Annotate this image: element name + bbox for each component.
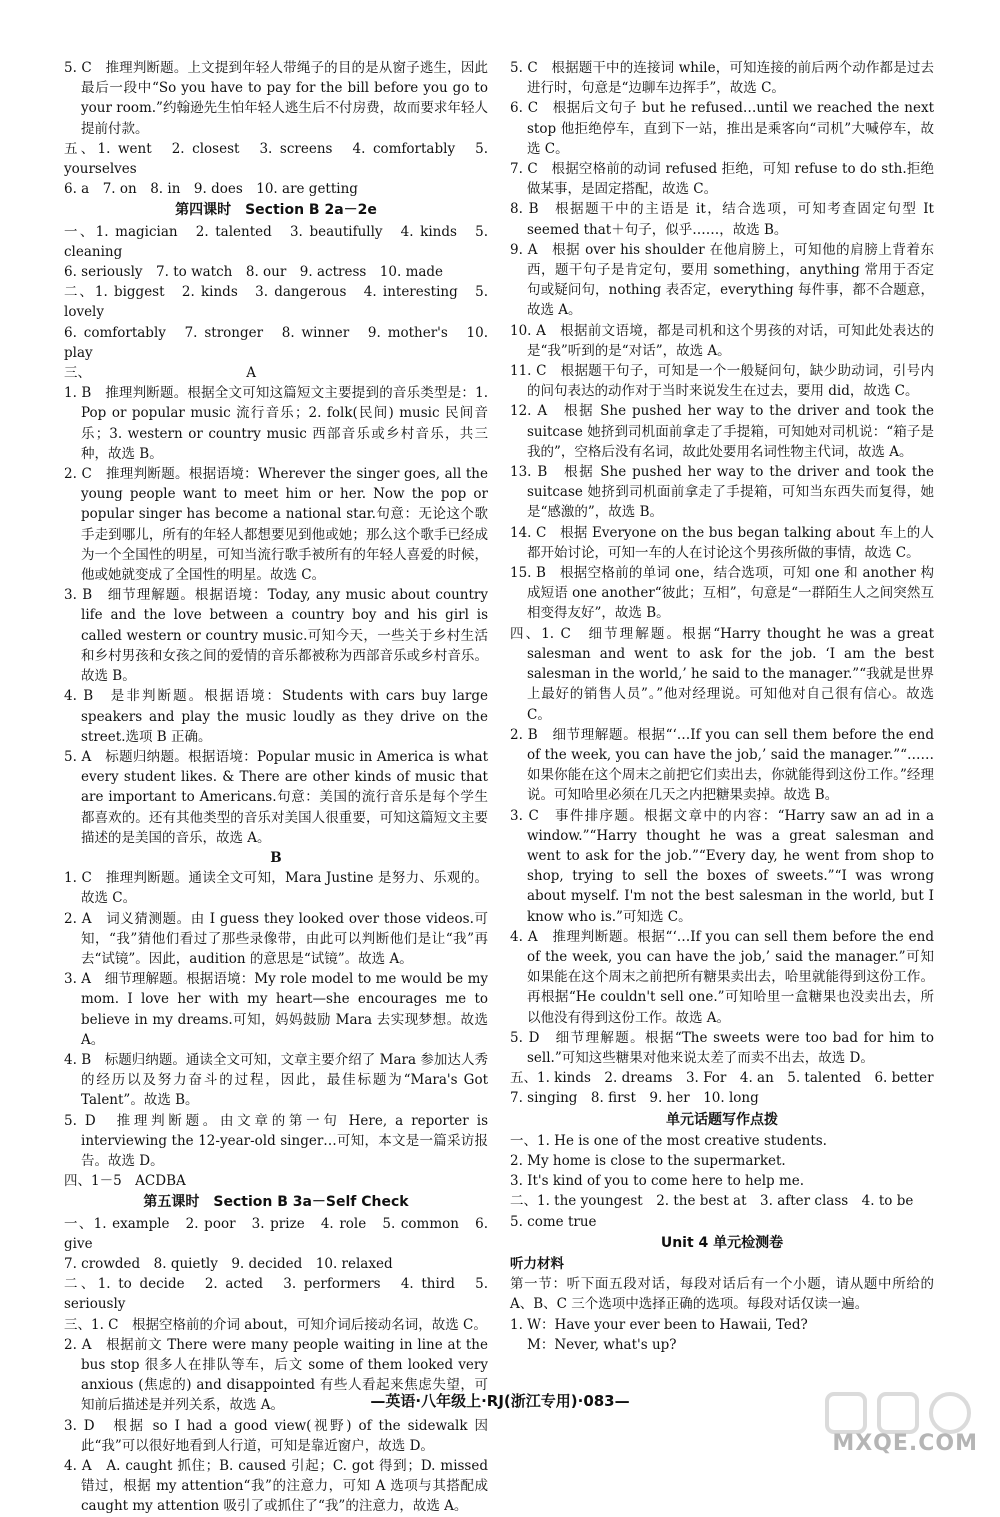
answer-paragraph: 5. C 根据题干中的连接词 while，可知连接的前后两个动作都是过去进行时，句意是“边聊车边挥手”，故选 C。	[510, 60, 934, 97]
answer-paragraph: 五、1. went 2. closest 3. screens 4. comfortably 5. yourselves	[64, 140, 488, 178]
answer-paragraph: 1. W：Have your ever been to Hawaii, Ted?	[510, 1316, 808, 1333]
answer-paragraph: 4. A A. caught 抓住；B. caused 引起；C. got 得到；D. missed 错过，根据 my attention“我”的注意力，可知 A 选项与其搭配成 caught my attention 吸引了或抓住了“我”的注意力，故选 A。	[64, 1458, 488, 1515]
answer-paragraph: 7. crowded 8. quietly 9. decided 10. relaxed	[64, 1255, 393, 1272]
answer-paragraph: 5. A 标题归纳题。根据语境：Popular music in America is what every student likes. & There are other kinds of music that are important to Americans.句意：美国的流行音乐是每个学生都喜欢的。还有其他类型的音乐对美国人很重要，可知这篇短文主要描述的是美国的音乐，故选 A。	[64, 748, 488, 846]
answer-paragraph: 12. A 根据 She pushed her way to the driver and took the suitcase 她挤到司机面前拿走了手提箱，可知她对司机说：“箱子是我的”，空格后没有名词，故此处要用名词性物主代词，故选 A。	[510, 403, 934, 460]
answer-paragraph: 听力材料	[510, 1255, 564, 1272]
answer-paragraph: 5. come true	[510, 1213, 597, 1230]
answer-paragraph: 二、1. biggest 2. kinds 3. dangerous 4. interesting 5. lovely	[64, 284, 488, 321]
answer-paragraph: 2. My home is close to the supermarket.	[510, 1152, 786, 1169]
answer-paragraph: 8. B 根据题干中的主语是 it，结合选项，可知考查固定句型 It seemed that＋句子，似乎……，故选 B。	[510, 201, 934, 238]
answer-paragraph: 2. C 推理判断题。根据语境：Wherever the singer goes, all the young people want to meet him or her. Now the pop or popular singer has become a national star.句意：无论这个歌手走到哪儿，所有的年轻人都想要见到他或她；那么这个歌手已经成为一个全国性的明星，可知当流行歌手被所有的年轻人喜爱的时候，他或她就变成了全国性的明星。故选 C。	[64, 466, 488, 584]
answer-paragraph: 一、1. He is one of the most creative students.	[510, 1132, 827, 1149]
section-heading: 单元话题写作点拨	[666, 1111, 778, 1128]
answer-paragraph: 二、1. to decide 2. acted 3. performers 4. third 5. seriously	[64, 1276, 488, 1313]
answer-paragraph: 三、 A	[64, 365, 256, 382]
answer-paragraph: 二、1. the youngest 2. the best at 3. after class 4. to be	[510, 1193, 914, 1210]
answer-paragraph: 1. C 推理判断题。通读全文可知，Mara Justine 是努力、乐观的。故选 C。	[64, 870, 488, 907]
watermark-text: MXQE.COM	[832, 1431, 978, 1456]
answer-paragraph: 7. singing 8. first 9. her 10. long	[510, 1090, 759, 1107]
section-heading: Unit 4 单元检测卷	[660, 1234, 784, 1251]
answer-paragraph: 4. A 推理判断题。根据“‘…If you can sell them before the end of the week, you can have the job,’ said the manager.”可知如果能在这个周末之前把所有糖果卖出去，哈里就能得到这份工作。再根据“He couldn't sell one.”可知哈里一盒糖果也没卖出去，所以他没有得到这份工作。故选 A。	[510, 928, 934, 1026]
answer-paragraph: 3. B 细节理解题。根据语境：Today, any music about country life and the love between a country boy and his girl is called western or country music.可知今天，一些关于乡村生活和乡村男孩和女孩之间的爱情的音乐都被称为西部音乐或乡村音乐。故选 B。	[64, 587, 488, 685]
page-footer: —英语·八年级上·RJ(浙江专用)·083—	[370, 1392, 630, 1410]
answer-paragraph: 三、1. C 根据空格前的介词 about，可知介词后接动名词，故选 C。	[64, 1316, 487, 1333]
answer-paragraph: 3. A 细节理解题。根据语境：My role model to me would be my mom. I love her with my heart—she encourages me to believe in my dreams.可知，妈妈鼓励 Mara 去实现梦想。故选 A。	[64, 971, 488, 1048]
answer-paragraph: 14. C 根据 Everyone on the bus began talking about 车上的人都开始讨论，可知一车的人在讨论这个男孩所做的事情，故选 C。	[510, 524, 934, 561]
answer-paragraph: 13. B 根据 She pushed her way to the driver and took the suitcase 她挤到司机面前拿走了手提箱，可知当东西失而复得，她是“感激的”，故选 B。	[510, 464, 934, 521]
left-column	[64, 58, 488, 1517]
answer-paragraph: 11. C 根据题干句子，可知是一个一般疑问句，缺少助动词，引号内的问句表达的动作对于当时来说发生在过去，要用 did，故选 C。	[510, 363, 934, 400]
answer-paragraph: 6. C 根据后文句子 but he refused…until we reached the next stop 他拒绝停车，直到下一站，推出是乘客向“司机”大喊停车，故选 C。	[510, 100, 934, 157]
answer-paragraph: 3. It's kind of you to come here to help me.	[510, 1173, 805, 1190]
answer-paragraph: 5. C 推理判断题。上文提到年轻人带绳子的目的是从窗子逃生，因此最后一段中“So you have to pay for the bill before you go to your room.”约翰逊先生怕年轻人逃生后不付房费，故而要求年轻人提前付款。	[64, 60, 488, 137]
answer-paragraph: 6. a 7. on 8. in 9. does 10. are getting	[64, 181, 358, 198]
right-column	[510, 58, 934, 1355]
answer-paragraph: 五、1. kinds 2. dreams 3. For 4. an 5. talented 6. better	[510, 1070, 934, 1087]
answer-paragraph: 6. seriously 7. to watch 8. our 9. actress 10. made	[64, 264, 444, 281]
answer-paragraph: 3. D 根据 so I had a good view(视野) of the sidewalk 因此“我”可以很好地看到人行道，可知是靠近窗户，故选 D。	[64, 1417, 488, 1454]
answer-paragraph: 10. A 根据前文语境，都是司机和这个男孩的对话，可知此处表达的是“我”听到的是“对话”，故选 A。	[510, 322, 934, 359]
answer-paragraph: 9. A 根据 over his shoulder 在他肩膀上，可知他的肩膀上背着东西，题干句子是肯定句，要用 something，anything 常用于否定句或疑问句，nothing 表否定，everything 每件事，都不合题意，故选 A。	[510, 241, 934, 319]
answer-paragraph: 4. B 是非判断题。根据语境：Students with cars buy large speakers and play the music loudly as they drive on the street.选项 B 正确。	[64, 688, 488, 745]
answer-paragraph: 1. B 推理判断题。根据全文可知这篇短文主要提到的音乐类型是：1. Pop or popular music 流行音乐；2. folk(民间) music 民间音乐；3. western or country music 西部音乐或乡村音乐，共三种，故选 B。	[64, 385, 488, 462]
answer-paragraph: 一、1. example 2. poor 3. prize 4. role 5. common 6. give	[64, 1215, 488, 1252]
answer-paragraph: 2. B 细节理解题。根据“‘…If you can sell them before the end of the week, you can have the job,’ said the manager.”“……如果你能在这个周末之前把它们卖出去，你就能得到这份工作。”经理说。可知哈里必须在几天之内把糖果卖掉。故选 B。	[510, 726, 934, 804]
answer-paragraph: 5. D 推理判断题。由文章的第一句 Here, a reporter is interviewing the 12-year-old singer…可知，本文是一篇采访报告。故选 D。	[64, 1112, 488, 1169]
answer-paragraph: 一、1. magician 2. talented 3. beautifully 4. kinds 5. cleaning	[64, 223, 488, 260]
answer-paragraph: 2. A 根据前文 There were many people waiting in line at the bus stop 很多人在排队等车，后文 some of them looked very anxious (焦虑的) and disappointed 有些人看起来焦虑失望，可知前后描述是并列关系，故选 A。	[64, 1336, 488, 1414]
answer-paragraph: 4. B 标题归纳题。通读全文可知，文章主要介绍了 Mara 参加达人秀的经历以及努力奋斗的过程，因此，最佳标题为“Mara's Got Talent”。故选 B。	[64, 1051, 488, 1109]
answer-paragraph: 第一节：听下面五段对话，每段对话后有一个小题，请从题中所给的 A、B、C 三个选项中选择正确的选项。每段对话仅读一遍。	[510, 1276, 934, 1313]
answer-paragraph: 四、1. C 细节理解题。根据“Harry thought he was a great salesman and went to ask for the job. ‘I am the best salesman in the world,’ he said to the manager.”“我就是世界上最好的销售人员”。”他对经理说。可知他对自己很有信心。故选 C。	[510, 625, 934, 723]
answer-paragraph: 7. C 根据空格前的动词 refused 拒绝，可知 refuse to do sth.拒绝做某事，是固定搭配，故选 C。	[510, 161, 934, 198]
answer-paragraph: B	[270, 849, 282, 866]
section-heading: 第四课时 Section B 2a－2e	[175, 202, 377, 219]
answer-paragraph: 3. C 事件排序题。根据文章中的内容：“Harry saw an ad in a window.”“Harry thought he was a great salesman and went to ask for the job.”“Every day, he went from shop to shop, trying to sell the boxes of sweets.”“I was wrong about myself. I'm not the best salesman in the world, but I know who is.”可知选 C。	[510, 807, 934, 925]
answer-paragraph: 6. comfortably 7. stronger 8. winner 9. mother's 10. play	[64, 324, 488, 361]
answer-paragraph: 四、1－5 ACDBA	[64, 1173, 186, 1190]
section-heading: 第五课时 Section B 3a－Self Check	[143, 1194, 409, 1211]
answer-paragraph: 2. A 词义猜测题。由 I guess they looked over those videos.可知，“我”猜他们看过了那些录像带，由此可以判断他们是让“我”再去“试镜”。因此，audition 的意思是“试镜”。故选 A。	[64, 910, 488, 967]
answer-paragraph: 15. B 根据空格前的单词 one，结合选项，可知 one 和 another 构成短语 one another“彼此；互相”，句意是“一群陌生人之间突然互相变得友好”，故选 B。	[510, 565, 934, 622]
answer-paragraph: M：Never, what's up?	[527, 1336, 677, 1353]
answer-paragraph: 5. D 细节理解题。根据“The sweets were too bad for him to sell.”可知这些糖果对他来说太差了而卖不出去，故选 D。	[510, 1029, 934, 1066]
